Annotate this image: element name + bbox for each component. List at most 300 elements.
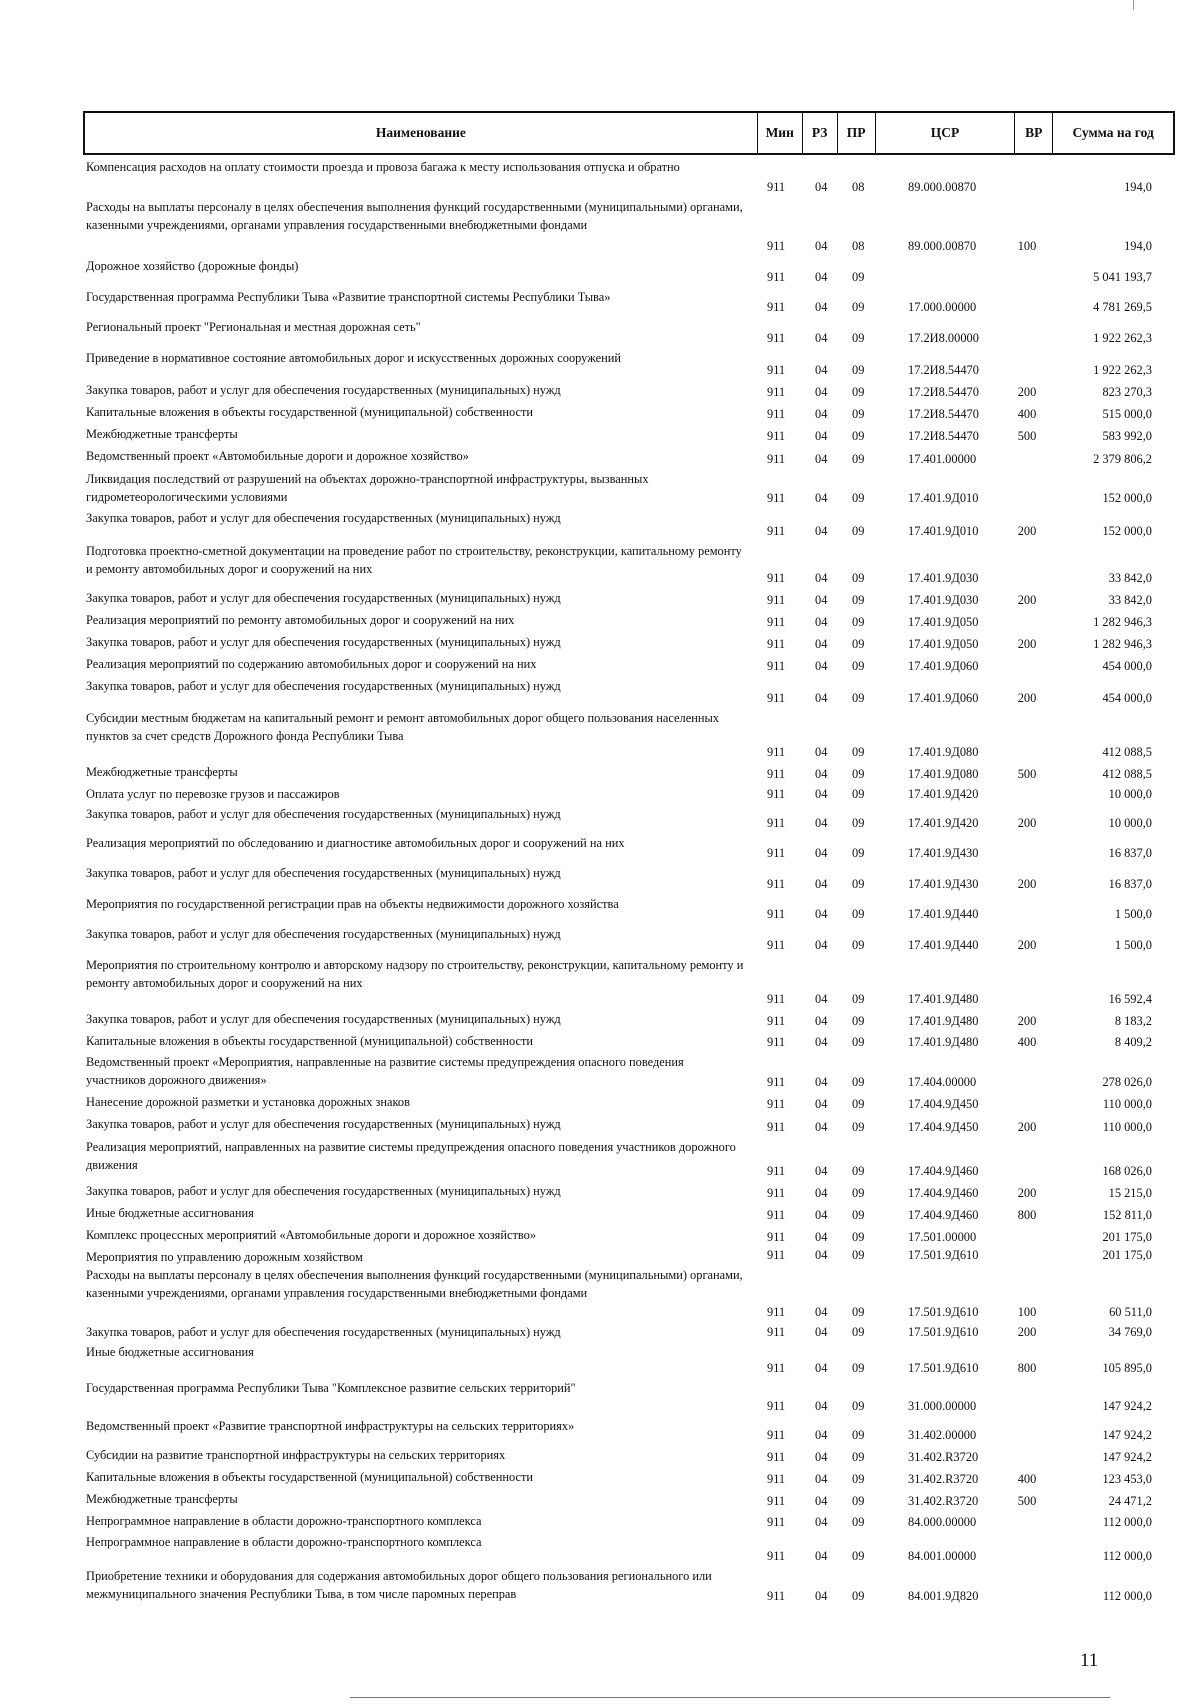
row-min: 911 — [767, 1324, 786, 1339]
row-name: Расходы на выплаты персоналу в целях обеспечения выполнения функций государственными (муниципальными) органами, казенными учреждениями, органами управления государственными внебюджетными фондами — [86, 1268, 743, 1301]
row-pr: 09 — [852, 1324, 865, 1339]
row-name: Межбюджетные трансферты — [86, 427, 238, 441]
row-pr: 09 — [852, 1096, 865, 1111]
row-rz: 04 — [815, 1514, 828, 1529]
header-sum: Сумма на год — [1052, 113, 1173, 153]
table-row — [0, 1343, 1200, 1377]
row-csr: 17.501.9Д610 — [908, 1324, 979, 1339]
row-sum: 112 000,0 — [1102, 1514, 1152, 1529]
row-sum: 454 000,0 — [1102, 658, 1152, 673]
row-csr: 17.000.00000 — [908, 299, 977, 314]
row-name: Закупка товаров, работ и услуг для обеспечения государственных (муниципальных) нужд — [86, 807, 561, 821]
row-rz: 04 — [815, 845, 828, 860]
row-pr: 09 — [852, 876, 865, 891]
row-pr: 09 — [852, 690, 865, 705]
row-name: Региональный проект "Региональная и местная дорожная сеть" — [86, 320, 421, 334]
row-min: 911 — [767, 991, 786, 1006]
row-pr: 09 — [852, 269, 865, 284]
row-rz: 04 — [815, 570, 828, 585]
row-csr: 17.401.9Д430 — [908, 876, 979, 891]
scan-mark — [1133, 0, 1134, 10]
row-csr: 31.402.R3720 — [908, 1449, 979, 1464]
row-rz: 04 — [815, 362, 828, 377]
row-min: 911 — [767, 658, 786, 673]
row-min: 911 — [767, 1427, 786, 1442]
row-name: Закупка товаров, работ и услуг для обеспечения государственных (муниципальных) нужд — [86, 927, 561, 941]
header-rz: РЗ — [802, 113, 837, 153]
row-csr: 17.404.00000 — [908, 1074, 977, 1089]
row-min: 911 — [767, 766, 786, 781]
table-row — [0, 1512, 1200, 1531]
row-name: Межбюджетные трансферты — [86, 765, 238, 779]
row-min: 911 — [767, 238, 786, 253]
row-vr: 200 — [1017, 1119, 1037, 1134]
row-sum: 1 500,0 — [1114, 937, 1152, 952]
row-pr: 09 — [852, 1548, 865, 1563]
table-row — [0, 1417, 1200, 1444]
row-csr: 17.401.9Д430 — [908, 845, 979, 860]
header-vr: ВР — [1014, 113, 1052, 153]
row-rz: 04 — [815, 1207, 828, 1222]
row-sum: 412 088,5 — [1102, 766, 1152, 781]
row-sum: 278 026,0 — [1102, 1074, 1152, 1089]
row-sum: 1 282 946,3 — [1093, 614, 1152, 629]
table-row — [0, 1053, 1200, 1091]
row-sum: 34 769,0 — [1108, 1324, 1152, 1339]
row-pr: 09 — [852, 570, 865, 585]
row-min: 911 — [767, 1185, 786, 1200]
table-row — [0, 318, 1200, 347]
row-pr: 09 — [852, 523, 865, 538]
row-rz: 04 — [815, 523, 828, 538]
row-pr: 09 — [852, 766, 865, 781]
row-csr: 17.401.9Д420 — [908, 815, 979, 830]
row-vr: 200 — [1017, 1013, 1037, 1028]
table-row — [0, 655, 1200, 675]
row-rz: 04 — [815, 1247, 828, 1262]
row-rz: 04 — [815, 1548, 828, 1563]
row-csr: 89.000.00870 — [908, 179, 977, 194]
row-csr: 17.404.9Д460 — [908, 1163, 979, 1178]
row-min: 911 — [767, 845, 786, 860]
row-min: 911 — [767, 592, 786, 607]
row-min: 911 — [767, 690, 786, 705]
row-rz: 04 — [815, 815, 828, 830]
row-sum: 194,0 — [1124, 179, 1152, 194]
row-min: 911 — [767, 614, 786, 629]
row-name: Нанесение дорожной разметки и установка дорожных знаков — [86, 1095, 410, 1109]
row-rz: 04 — [815, 384, 828, 399]
row-sum: 201 175,0 — [1102, 1247, 1152, 1262]
row-csr: 17.404.9Д460 — [908, 1185, 979, 1200]
row-name: Компенсация расходов на оплату стоимости проезда и провоза багажа к месту использования отпуска и обратно — [86, 160, 680, 174]
row-pr: 09 — [852, 299, 865, 314]
row-sum: 201 175,0 — [1102, 1229, 1152, 1244]
row-csr: 17.401.9Д030 — [908, 592, 979, 607]
row-vr: 200 — [1017, 1324, 1037, 1339]
row-sum: 123 453,0 — [1102, 1471, 1152, 1486]
row-sum: 1 922 262,3 — [1093, 362, 1152, 377]
row-min: 911 — [767, 523, 786, 538]
row-vr: 400 — [1017, 1034, 1037, 1049]
table-row — [0, 470, 1200, 507]
row-csr: 17.2И8.54470 — [908, 428, 979, 443]
row-rz: 04 — [815, 1013, 828, 1028]
row-vr: 400 — [1017, 406, 1037, 421]
table-row — [0, 1533, 1200, 1565]
row-csr: 17.404.9Д450 — [908, 1119, 979, 1134]
row-name: Закупка товаров, работ и услуг для обеспечения государственных (муниципальных) нужд — [86, 511, 561, 525]
row-sum: 2 379 806,2 — [1093, 451, 1152, 466]
row-sum: 194,0 — [1124, 238, 1152, 253]
row-rz: 04 — [815, 1449, 828, 1464]
row-name: Дорожное хозяйство (дорожные фонды) — [86, 259, 299, 273]
row-name: Иные бюджетные ассигнования — [86, 1345, 254, 1359]
header-csr: ЦСР — [875, 113, 1015, 153]
footer-divider — [350, 1697, 1110, 1698]
row-rz: 04 — [815, 1493, 828, 1508]
row-sum: 1 500,0 — [1114, 906, 1152, 921]
row-vr: 800 — [1017, 1207, 1037, 1222]
row-csr: 17.2И8.54470 — [908, 406, 979, 421]
row-min: 911 — [767, 299, 786, 314]
row-csr: 17.401.9Д480 — [908, 1034, 979, 1049]
row-name: Иные бюджетные ассигнования — [86, 1206, 254, 1220]
row-sum: 147 924,2 — [1102, 1398, 1152, 1413]
table-row — [0, 1093, 1200, 1113]
row-rz: 04 — [815, 876, 828, 891]
row-csr: 17.401.9Д080 — [908, 766, 979, 781]
table-row — [0, 1248, 1200, 1264]
row-sum: 16 592,4 — [1108, 991, 1152, 1006]
row-pr: 09 — [852, 937, 865, 952]
row-csr: 17.401.9Д050 — [908, 614, 979, 629]
row-name: Субсидии на развитие транспортной инфраструктуры на сельских территориях — [86, 1448, 506, 1462]
row-pr: 09 — [852, 1207, 865, 1222]
table-row — [0, 509, 1200, 540]
row-name: Приведение в нормативное состояние автомобильных дорог и искусственных дорожных сооружений — [86, 351, 621, 365]
row-rz: 04 — [815, 179, 828, 194]
row-min: 911 — [767, 384, 786, 399]
row-sum: 16 837,0 — [1108, 876, 1152, 891]
row-sum: 152 000,0 — [1102, 490, 1152, 505]
row-csr: 17.401.00000 — [908, 451, 977, 466]
row-name: Непрограммное направление в области дорожно-транспортного комплекса — [86, 1514, 482, 1528]
row-name: Межбюджетные трансферты — [86, 1492, 238, 1506]
row-pr: 09 — [852, 592, 865, 607]
row-vr: 200 — [1017, 876, 1037, 891]
row-min: 911 — [767, 1207, 786, 1222]
row-vr: 200 — [1017, 384, 1037, 399]
row-name: Мероприятия по строительному контролю и авторскому надзору по строительству, реконструкции, капитальному ремонту и ремонту автомобильных дорог и сооружений на них — [86, 958, 744, 991]
row-min: 911 — [767, 1304, 786, 1319]
row-pr: 09 — [852, 786, 865, 801]
row-vr: 100 — [1017, 1304, 1037, 1319]
row-rz: 04 — [815, 744, 828, 759]
row-min: 911 — [767, 876, 786, 891]
table-row — [0, 633, 1200, 653]
row-rz: 04 — [815, 937, 828, 952]
row-rz: 04 — [815, 490, 828, 505]
table-row — [0, 447, 1200, 468]
table-row — [0, 1182, 1200, 1202]
row-csr: 17.401.9Д060 — [908, 658, 979, 673]
table-row — [0, 1226, 1200, 1246]
table-row — [0, 257, 1200, 286]
row-rz: 04 — [815, 1096, 828, 1111]
table-row — [0, 1468, 1200, 1488]
row-rz: 04 — [815, 1588, 828, 1603]
row-sum: 152 000,0 — [1102, 523, 1152, 538]
row-csr: 17.401.9Д480 — [908, 991, 979, 1006]
row-rz: 04 — [815, 1324, 828, 1339]
row-min: 911 — [767, 570, 786, 585]
row-pr: 09 — [852, 614, 865, 629]
row-pr: 09 — [852, 1119, 865, 1134]
row-csr: 31.000.00000 — [908, 1398, 977, 1413]
row-min: 911 — [767, 490, 786, 505]
row-name: Закупка товаров, работ и услуг для обеспечения государственных (муниципальных) нужд — [86, 1117, 561, 1131]
row-sum: 110 000,0 — [1102, 1119, 1152, 1134]
table-row — [0, 834, 1200, 862]
row-name: Непрограммное направление в области дорожно-транспортного комплекса — [86, 1535, 482, 1549]
row-name: Ликвидация последствий от разрушений на объектах дорожно-транспортной инфраструктуры, вызванных гидрометеорологическими условиями — [86, 472, 649, 505]
row-name: Закупка товаров, работ и услуг для обеспечения государственных (муниципальных) нужд — [86, 635, 561, 649]
header-pr: ПР — [837, 113, 875, 153]
row-vr: 500 — [1017, 1493, 1037, 1508]
row-rz: 04 — [815, 451, 828, 466]
row-csr: 17.2И8.00000 — [908, 330, 979, 345]
row-csr: 17.401.9Д440 — [908, 906, 979, 921]
row-rz: 04 — [815, 330, 828, 345]
row-csr: 17.501.00000 — [908, 1229, 977, 1244]
row-min: 911 — [767, 1074, 786, 1089]
row-vr: 200 — [1017, 592, 1037, 607]
row-sum: 112 000,0 — [1102, 1548, 1152, 1563]
row-pr: 09 — [852, 1449, 865, 1464]
table-row — [0, 1010, 1200, 1030]
header-name: Наименование — [375, 125, 466, 140]
row-name: Закупка товаров, работ и услуг для обеспечения государственных (муниципальных) нужд — [86, 866, 561, 880]
table-row — [0, 158, 1200, 196]
table-row — [0, 1446, 1200, 1466]
row-rz: 04 — [815, 786, 828, 801]
row-pr: 09 — [852, 1304, 865, 1319]
row-name: Закупка товаров, работ и услуг для обеспечения государственных (муниципальных) нужд — [86, 1012, 561, 1026]
row-pr: 09 — [852, 658, 865, 673]
row-pr: 09 — [852, 845, 865, 860]
row-pr: 09 — [852, 1427, 865, 1442]
table-row — [0, 611, 1200, 631]
table-row — [0, 864, 1200, 893]
row-csr: 17.401.9Д420 — [908, 786, 979, 801]
table-row — [0, 542, 1200, 587]
row-min: 911 — [767, 1493, 786, 1508]
table-row — [0, 198, 1200, 255]
table-row — [0, 589, 1200, 609]
row-csr: 17.401.9Д480 — [908, 1013, 979, 1028]
row-sum: 147 924,2 — [1102, 1427, 1152, 1442]
row-sum: 10 000,0 — [1108, 786, 1152, 801]
table-row — [0, 1204, 1200, 1224]
row-sum: 1 922 262,3 — [1093, 330, 1152, 345]
row-pr: 09 — [852, 1398, 865, 1413]
row-name: Реализация мероприятий по содержанию автомобильных дорог и сооружений на них — [86, 657, 537, 671]
row-min: 911 — [767, 636, 786, 651]
row-name: Мероприятия по управлению дорожным хозяйством — [86, 1250, 363, 1264]
row-sum: 5 041 193,7 — [1093, 269, 1152, 284]
row-pr: 09 — [852, 744, 865, 759]
row-pr: 09 — [852, 1185, 865, 1200]
row-sum: 33 842,0 — [1108, 592, 1152, 607]
row-sum: 112 000,0 — [1102, 1588, 1152, 1603]
row-rz: 04 — [815, 1119, 828, 1134]
table-row — [0, 895, 1200, 923]
row-pr: 09 — [852, 815, 865, 830]
row-min: 911 — [767, 1096, 786, 1111]
row-min: 911 — [767, 1013, 786, 1028]
row-min: 911 — [767, 428, 786, 443]
table-row — [0, 1567, 1200, 1605]
row-sum: 110 000,0 — [1102, 1096, 1152, 1111]
row-rz: 04 — [815, 690, 828, 705]
table-row — [0, 1032, 1200, 1051]
row-sum: 1 282 946,3 — [1093, 636, 1152, 651]
row-name: Ведомственный проект «Автомобильные дороги и дорожное хозяйство» — [86, 449, 469, 463]
row-rz: 04 — [815, 1163, 828, 1178]
row-pr: 09 — [852, 1493, 865, 1508]
row-vr: 100 — [1017, 238, 1037, 253]
table-row — [0, 288, 1200, 316]
row-sum: 152 811,0 — [1102, 1207, 1152, 1222]
row-min: 911 — [767, 406, 786, 421]
table-row — [0, 1115, 1200, 1136]
row-pr: 09 — [852, 1588, 865, 1603]
row-pr: 09 — [852, 1514, 865, 1529]
row-sum: 583 992,0 — [1102, 428, 1152, 443]
row-sum: 8 409,2 — [1114, 1034, 1152, 1049]
row-min: 911 — [767, 362, 786, 377]
row-rz: 04 — [815, 1229, 828, 1244]
row-rz: 04 — [815, 299, 828, 314]
row-vr: 200 — [1017, 690, 1037, 705]
row-min: 911 — [767, 906, 786, 921]
row-pr: 09 — [852, 1013, 865, 1028]
table-row — [0, 709, 1200, 761]
row-rz: 04 — [815, 1185, 828, 1200]
row-csr: 17.501.9Д610 — [908, 1247, 979, 1262]
row-csr: 17.401.9Д050 — [908, 636, 979, 651]
row-pr: 09 — [852, 1229, 865, 1244]
row-csr: 17.401.9Д010 — [908, 523, 979, 538]
row-name: Подготовка проектно-сметной документации на проведение работ по строительству, реконструкции, капитальному ремонту и ремонту автомобильных дорог и сооружений на них — [86, 544, 742, 577]
row-rz: 04 — [815, 1398, 828, 1413]
row-rz: 04 — [815, 636, 828, 651]
row-pr: 09 — [852, 1034, 865, 1049]
row-rz: 04 — [815, 1360, 828, 1375]
table-row — [0, 1138, 1200, 1180]
row-min: 911 — [767, 1588, 786, 1603]
row-pr: 09 — [852, 428, 865, 443]
table-header — [83, 111, 1175, 155]
row-csr: 17.2И8.54470 — [908, 384, 979, 399]
row-min: 911 — [767, 1471, 786, 1486]
row-name: Капитальные вложения в объекты государственной (муниципальной) собственности — [86, 405, 534, 419]
row-name: Закупка товаров, работ и услуг для обеспечения государственных (муниципальных) нужд — [86, 679, 561, 693]
row-csr: 31.402.R3720 — [908, 1471, 979, 1486]
row-csr: 17.401.9Д060 — [908, 690, 979, 705]
row-sum: 4 781 269,5 — [1093, 299, 1152, 314]
row-csr: 17.501.9Д610 — [908, 1360, 979, 1375]
row-csr: 17.501.9Д610 — [908, 1304, 979, 1319]
row-sum: 60 511,0 — [1109, 1304, 1152, 1319]
row-name: Капитальные вложения в объекты государственной (муниципальной) собственности — [86, 1470, 534, 1484]
row-min: 911 — [767, 269, 786, 284]
row-pr: 09 — [852, 451, 865, 466]
row-pr: 09 — [852, 1247, 865, 1262]
row-name: Реализация мероприятий по обследованию и диагностике автомобильных дорог и сооружений на них — [86, 836, 625, 850]
row-csr: 17.404.9Д450 — [908, 1096, 979, 1111]
row-sum: 16 837,0 — [1108, 845, 1152, 860]
row-rz: 04 — [815, 1074, 828, 1089]
row-pr: 09 — [852, 906, 865, 921]
row-min: 911 — [767, 1034, 786, 1049]
row-pr: 09 — [852, 406, 865, 421]
row-vr: 200 — [1017, 1185, 1037, 1200]
page-number: 11 — [1080, 1650, 1099, 1671]
row-name: Реализация мероприятий, направленных на развитие системы предупреждения опасного поведения участников дорожного движения — [86, 1140, 736, 1173]
table-row — [0, 381, 1200, 401]
row-name: Государственная программа Республики Тыва "Комплексное развитие сельских территорий" — [86, 1381, 576, 1395]
row-sum: 147 924,2 — [1102, 1449, 1152, 1464]
row-name: Закупка товаров, работ и услуг для обеспечения государственных (муниципальных) нужд — [86, 383, 561, 397]
row-csr: 31.402.00000 — [908, 1427, 977, 1442]
row-rz: 04 — [815, 269, 828, 284]
row-sum: 515 000,0 — [1102, 406, 1152, 421]
row-rz: 04 — [815, 592, 828, 607]
header-min: Мин — [757, 113, 802, 153]
row-sum: 24 471,2 — [1108, 1493, 1152, 1508]
row-pr: 09 — [852, 1074, 865, 1089]
row-rz: 04 — [815, 766, 828, 781]
row-name: Закупка товаров, работ и услуг для обеспечения государственных (муниципальных) нужд — [86, 1184, 561, 1198]
table-row — [0, 805, 1200, 832]
row-csr: 17.401.9Д440 — [908, 937, 979, 952]
table-row — [0, 1490, 1200, 1510]
row-min: 911 — [767, 1360, 786, 1375]
row-csr: 84.000.00000 — [908, 1514, 977, 1529]
row-name: Оплата услуг по перевозке грузов и пассажиров — [86, 787, 340, 801]
row-pr: 09 — [852, 362, 865, 377]
row-min: 911 — [767, 815, 786, 830]
row-rz: 04 — [815, 1427, 828, 1442]
row-pr: 09 — [852, 490, 865, 505]
row-sum: 105 895,0 — [1102, 1360, 1152, 1375]
row-rz: 04 — [815, 1304, 828, 1319]
table-row — [0, 403, 1200, 423]
table-row — [0, 925, 1200, 954]
row-min: 911 — [767, 786, 786, 801]
row-name: Субсидии местным бюджетам на капитальный ремонт и ремонт автомобильных дорог общего пользования населенных пунктов за счет средств Дорожного фонда Республики Тыва — [86, 711, 719, 744]
row-name: Мероприятия по государственной регистрации прав на объекты недвижимости дорожного хозяйства — [86, 897, 619, 911]
row-name: Государственная программа Республики Тыва «Развитие транспортной системы Республики Тыва» — [86, 290, 611, 304]
row-name: Реализация мероприятий по ремонту автомобильных дорог и сооружений на них — [86, 613, 515, 627]
row-sum: 168 026,0 — [1102, 1163, 1152, 1178]
row-sum: 10 000,0 — [1108, 815, 1152, 830]
row-rz: 04 — [815, 406, 828, 421]
row-sum: 33 842,0 — [1108, 570, 1152, 585]
row-name: Капитальные вложения в объекты государственной (муниципальной) собственности — [86, 1034, 534, 1048]
